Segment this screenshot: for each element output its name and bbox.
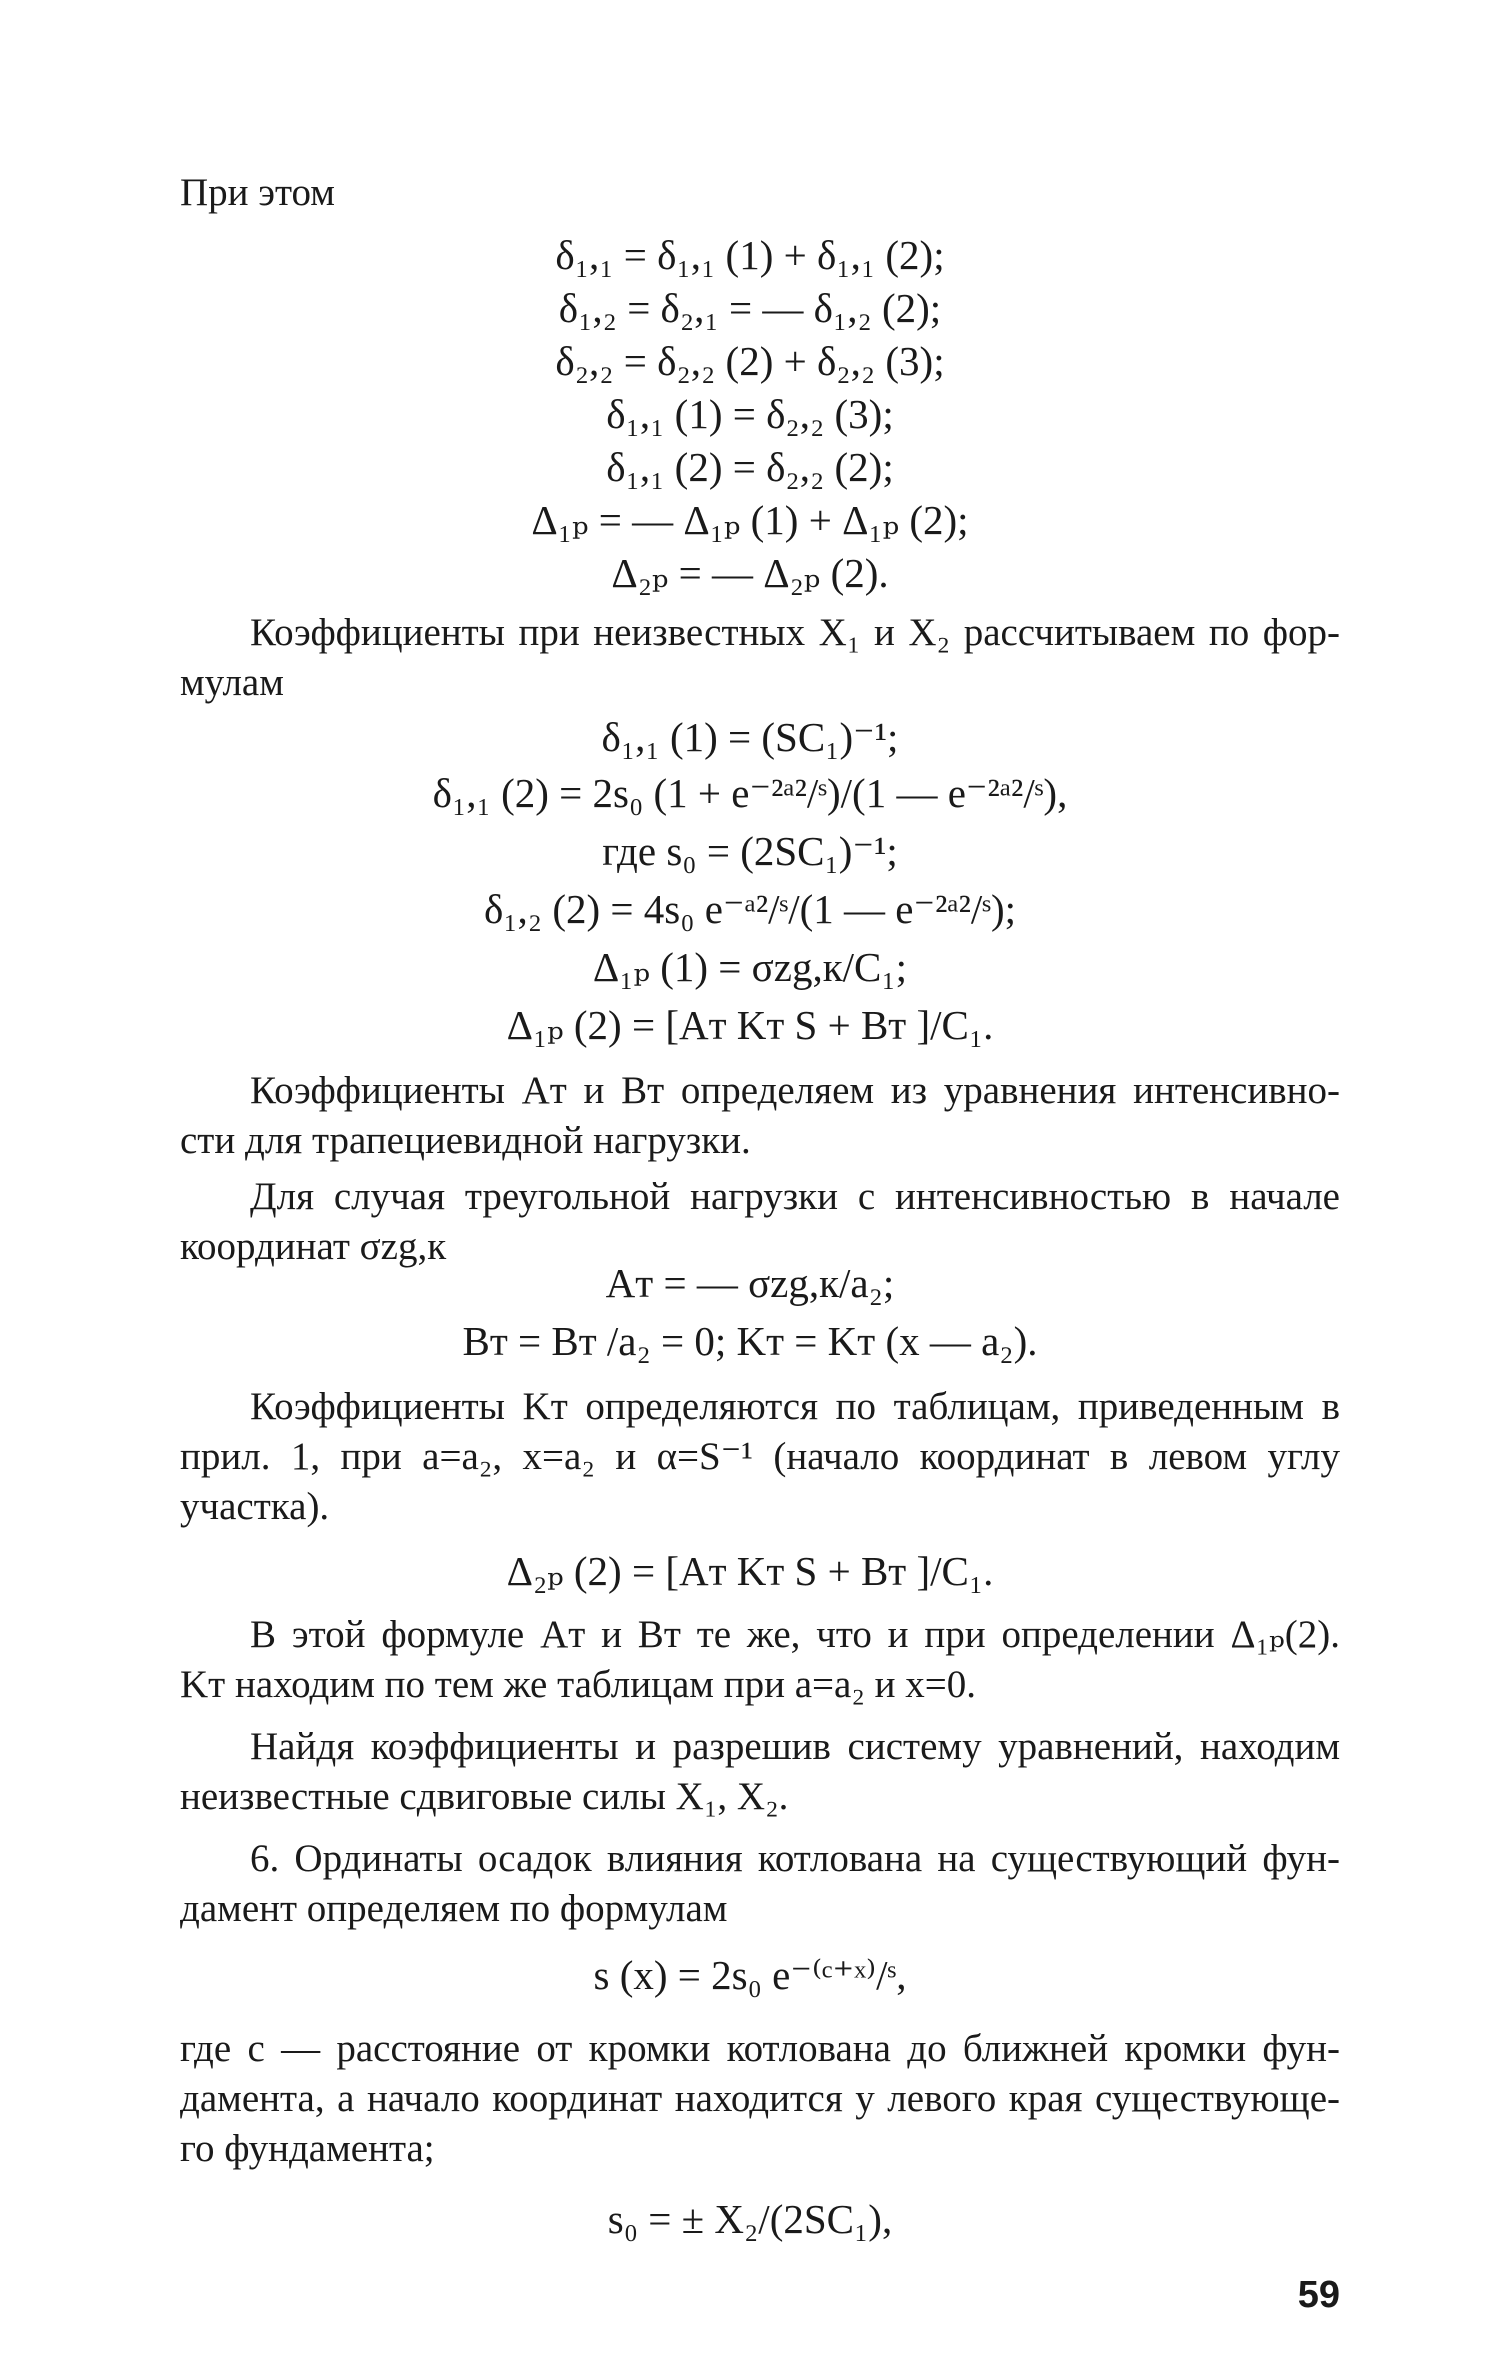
text-line: го фундамента; <box>180 2127 435 2170</box>
text-line: Найдя коэффициенты и разрешив систему уравнений, находим <box>250 1725 1340 1768</box>
text-line: сти для трапециевидной нагрузки. <box>180 1119 751 1162</box>
equation-settlement: s (x) = 2s₀ e⁻⁽ᶜ⁺ˣ⁾/ˢ, <box>593 1952 907 1998</box>
intro-text: При этом <box>180 171 335 214</box>
text-line: участка). <box>180 1485 330 1528</box>
page-number: 59 <box>1297 2274 1340 2316</box>
text-line: Коэффициенты при неизвестных X₁ и X₂ рассчитываем по фор- <box>250 611 1340 654</box>
equation: δ₁,₂ = δ₂,₁ = — δ₁,₂ (2); <box>558 285 942 331</box>
text-line: неизвестные сдвиговые силы X₁, X₂. <box>180 1775 789 1818</box>
equation: Δ₁ₚ = — Δ₁ₚ (1) + Δ₁ₚ (2); <box>531 497 969 543</box>
text-line: Коэффициенты Aт и Bт определяем из уравнения интенсивно- <box>250 1069 1340 1112</box>
equation: δ₁,₁ (1) = δ₂,₂ (3); <box>606 391 894 437</box>
equation: где s₀ = (2SC₁)⁻¹; <box>602 828 898 874</box>
text-line: где c — расстояние от кромки котлована до ближней кромки фун- <box>180 2027 1340 2070</box>
equation: δ₁,₂ (2) = 4s₀ e⁻ᵃ²/ˢ/(1 — e⁻²ᵃ²/ˢ); <box>483 886 1017 932</box>
text-line: координат σzg,к <box>180 1225 447 1268</box>
text-line: В этой формуле Aт и Bт те же, что и при определении Δ₁ₚ(2). <box>250 1613 1340 1656</box>
text-line: прил. 1, при a=a₂, x=a₂ и α=S⁻¹ (начало координат в левом углу <box>180 1435 1340 1478</box>
equation-delta-2p: Δ₂ₚ (2) = [Aт Kт S + Bт ]/C₁. <box>506 1548 994 1594</box>
equation-s0: s₀ = ± X₂/(2SC₁), <box>607 2196 893 2242</box>
equation: Δ₂ₚ = — Δ₂ₚ (2). <box>611 550 889 596</box>
equation: δ₁,₁ (2) = δ₂,₂ (2); <box>606 444 894 490</box>
equation: Δ₁ₚ (2) = [Aт Kт S + Bт ]/C₁. <box>506 1002 994 1048</box>
text-line: Коэффициенты Kт определяются по таблицам, приведенным в <box>250 1385 1340 1428</box>
text-line: Для случая треугольной нагрузки с интенсивностью в начале <box>250 1175 1340 1218</box>
equation: Δ₁ₚ (1) = σzg,к/C₁; <box>592 944 908 990</box>
equation: Bт = Bт /a₂ = 0; Kт = Kт (x — a₂). <box>462 1318 1038 1364</box>
text-line: дамент определяем по формулам <box>180 1887 728 1930</box>
equation: δ₁,₁ (2) = 2s₀ (1 + e⁻²ᵃ²/ˢ)/(1 — e⁻²ᵃ²/ˢ), <box>432 770 1068 816</box>
equation: δ₂,₂ = δ₂,₂ (2) + δ₂,₂ (3); <box>555 338 945 384</box>
equation: Aт = — σzg,к/a₂; <box>605 1260 895 1306</box>
text-line: мулам <box>180 661 284 704</box>
text-line: дамента, а начало координат находится у левого края существующе- <box>180 2077 1340 2120</box>
text-line: Kт находим по тем же таблицам при a=a₂ и x=0. <box>180 1663 977 1706</box>
equation: δ₁,₁ = δ₁,₁ (1) + δ₁,₁ (2); <box>555 232 945 278</box>
text-line: 6. Ординаты осадок влияния котлована на существующий фун- <box>250 1837 1340 1880</box>
equation: δ₁,₁ (1) = (SC₁)⁻¹; <box>601 714 899 760</box>
